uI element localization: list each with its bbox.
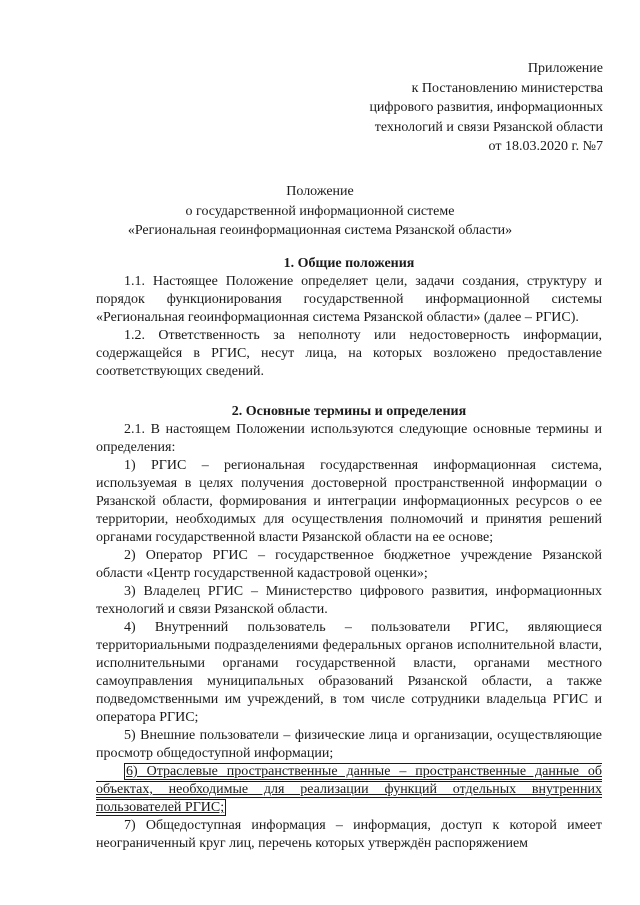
annex-block <box>303 59 603 157</box>
annex-line: к Постановлению министерства <box>411 80 603 96</box>
definition-item-highlighted <box>96 763 602 817</box>
section-gap <box>96 381 602 403</box>
paragraph: 1.1. Настоящее Положение определяет цели, задачи создания, структуру и порядок функционирования государственной информационной системы «Региональная геоинформационная система Рязанской области» (далее – РГИС). <box>96 274 602 325</box>
annex-line: цифрового развития, информационных <box>369 100 603 115</box>
definition-item: 2) Оператор РГИС – государственное бюджетное учреждение Рязанской области «Центр государственной кадастровой оценки»; <box>96 548 602 581</box>
title-line: Положение <box>286 184 354 199</box>
definition-item: 7) Общедоступная информация – информация, доступ к которой имеет неограниченный круг лиц, перечень которых утверждён распоряжением <box>96 818 602 851</box>
annex-line: технологий и связи Рязанской области <box>374 119 603 135</box>
definition-item: 4) Внутренний пользователь – пользователи РГИС, являющиеся территориальными подразделениями федеральных органов исполнительной власти, исполнительными органами государственной власти, органами местного самоуправления муниципальных образований Рязанской области, а также подведомственными им учреждений, в том числе сотрудники владельца РГИС и оператора РГИС; <box>96 620 602 725</box>
title-line: «Региональная геоинформационная система Рязанской области» <box>127 223 513 238</box>
annex-line: от 18.03.2020 г. №7 <box>488 139 603 154</box>
annex-line: Приложение <box>527 61 603 76</box>
definition-item: 1) РГИС – региональная государственная информационная система, используемая в целях получения достоверной пространственной информации о Рязанской области, формирования и интеграции информационных ресурсов о ее территории, необходимых для осуществления полномочий и принятия решений органами государственной власти Рязанской области на ее основе; <box>96 458 602 545</box>
section-heading: 2. Основные термины и определения <box>231 404 467 419</box>
title-line: о государственной информационной системе <box>185 203 455 219</box>
paragraph: 2.1. В настоящем Положении используются следующие основные термины и определения: <box>96 422 602 455</box>
underlined-definition: 6) Отраслевые пространственные данные – пространственные данные об объектах, необходимые для реализации функций отдельных внутренних пользователей РГИС; <box>96 764 602 815</box>
document-body <box>96 255 602 853</box>
section-heading: 1. Общие положения <box>283 256 415 271</box>
definition-item: 5) Внешние пользователи – физические лица и организации, осуществляющие просмотр общедоступной информации; <box>96 728 602 761</box>
definition-item: 3) Владелец РГИС – Министерство цифрового развития, информационных технологий и связи Рязанской области. <box>96 584 602 617</box>
document-title <box>60 182 580 241</box>
paragraph: 1.2. Ответственность за неполноту или недостоверность информации, содержащейся в РГИС, несут лица, на которых возложено предоставление соответствующих сведений. <box>96 328 602 379</box>
